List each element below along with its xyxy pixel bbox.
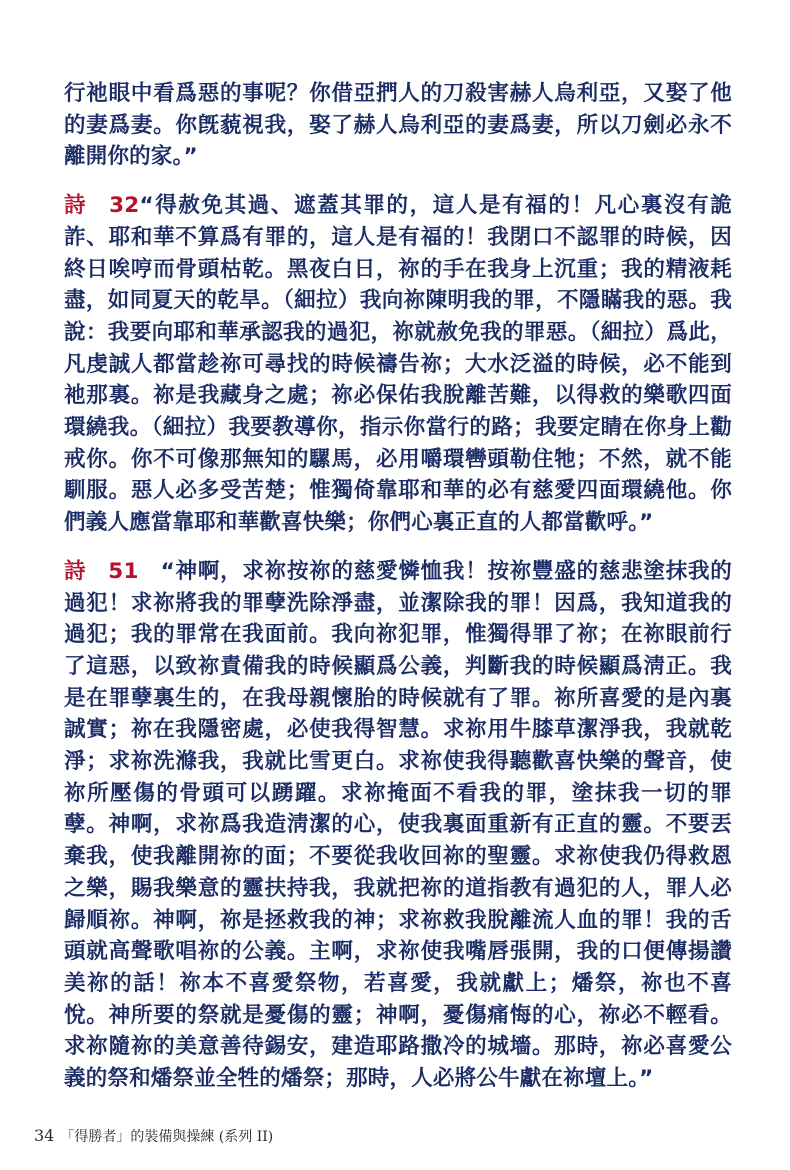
book-title: 「得勝者」的裝備與操練 (系列 II) [60,1129,274,1145]
paragraph-continuation [64,78,732,173]
paragraph-psalm-51 [64,556,732,1095]
page-footer [34,1126,273,1146]
paragraph-text: 行祂眼中看爲惡的事呢？你借亞捫人的刀殺害赫人烏利亞，又娶了他的妻爲妻。你旣藐視我，娶了赫人烏利亞的妻爲妻，所以刀劍必永不離開你的家。” [64,81,732,170]
paragraph-text: “神啊，求祢按祢的慈愛憐恤我！按祢豐盛的慈悲塗抹我的過犯！求祢將我的罪孽洗除淨盡，並潔除我的罪！因爲，我知道我的過犯；我的罪常在我面前。我向祢犯罪，惟獨得罪了祢；在祢眼前行了這惡，以致祢責備我的時候顯爲公義，判斷我的時候顯爲淸正。我是在罪孽裏生的，在我母親懷胎的時候就有了罪。祢所喜愛的是內裏誠實；祢在我隱密處，必使我得智慧。求祢用牛膝草潔淨我，我就乾淨；求祢洗滌我，我就比雪更白。求祢使我得聽歡喜快樂的聲音，使祢所壓傷的骨頭可以踴躍。求祢掩面不看我的罪，塗抹我一切的罪孽。神啊，求祢爲我造淸潔的心，使我裏面重新有正直的靈。不要丟棄我，使我離開祢的面；不要從我收回祢的聖靈。求祢使我仍得救恩之樂，賜我樂意的靈扶持我，我就把祢的道指教有過犯的人，罪人必歸順祢。神啊，祢是拯救我的神；求祢救我脫離流人血的罪！我的舌頭就高聲歌唱祢的公義。主啊，求祢使我嘴唇張開，我的口便傳揚讚美祢的話！祢本不喜愛祭物，若喜愛，我就獻上；燔祭，祢也不喜悅。神所要的祭就是憂傷的靈；神啊，憂傷痛悔的心，祢必不輕看。求祢隨祢的美意善待錫安，建造耶路撒冷的城墻。那時，祢必喜愛公義的祭和燔祭並全牲的燔祭；那時，人必將公牛獻在祢壇上。” [64,558,733,1092]
paragraph-psalm-32 [64,190,732,539]
reference-book: 詩 [64,193,88,219]
paragraph-text: “得赦免其過、遮蓋其罪的，這人是有福的！凡心裏沒有詭詐、耶和華不算爲有罪的，這人是有福的！我閉口不認罪的時候，因終日唉哼而骨頭枯乾。黑夜白日，祢的手在我身上沉重；我的精液耗盡，如同夏天的乾旱。（細拉）我向祢陳明我的罪，不隱瞞我的惡。我說：我要向耶和華承認我的過犯，祢就赦免我的罪惡。（細拉）爲此，凡虔誠人都當趁祢可尋找的時候禱告祢；大水泛溢的時候，必不能到祂那裏。祢是我藏身之處；祢必保佑我脫離苦難，以得救的樂歌四面環繞我。（細拉）我要教導你，指示你當行的路；我要定睛在你身上勸戒你。你不可像那無知的騾馬，必用嚼環轡頭勒住牠；不然，就不能馴服。惡人必多受苦楚；惟獨倚靠耶和華的必有慈愛四面環繞他。你們義人應當靠耶和華歡喜快樂；你們心裏正直的人都當歡呼。” [64,193,732,536]
reference-number: 32 [109,193,140,219]
verse-reference [64,193,139,218]
page-body [64,78,732,1095]
page-number: 34 [34,1126,55,1145]
verse-reference [64,559,161,584]
reference-book: 詩 [64,558,87,584]
reference-number: 51 [108,558,139,584]
